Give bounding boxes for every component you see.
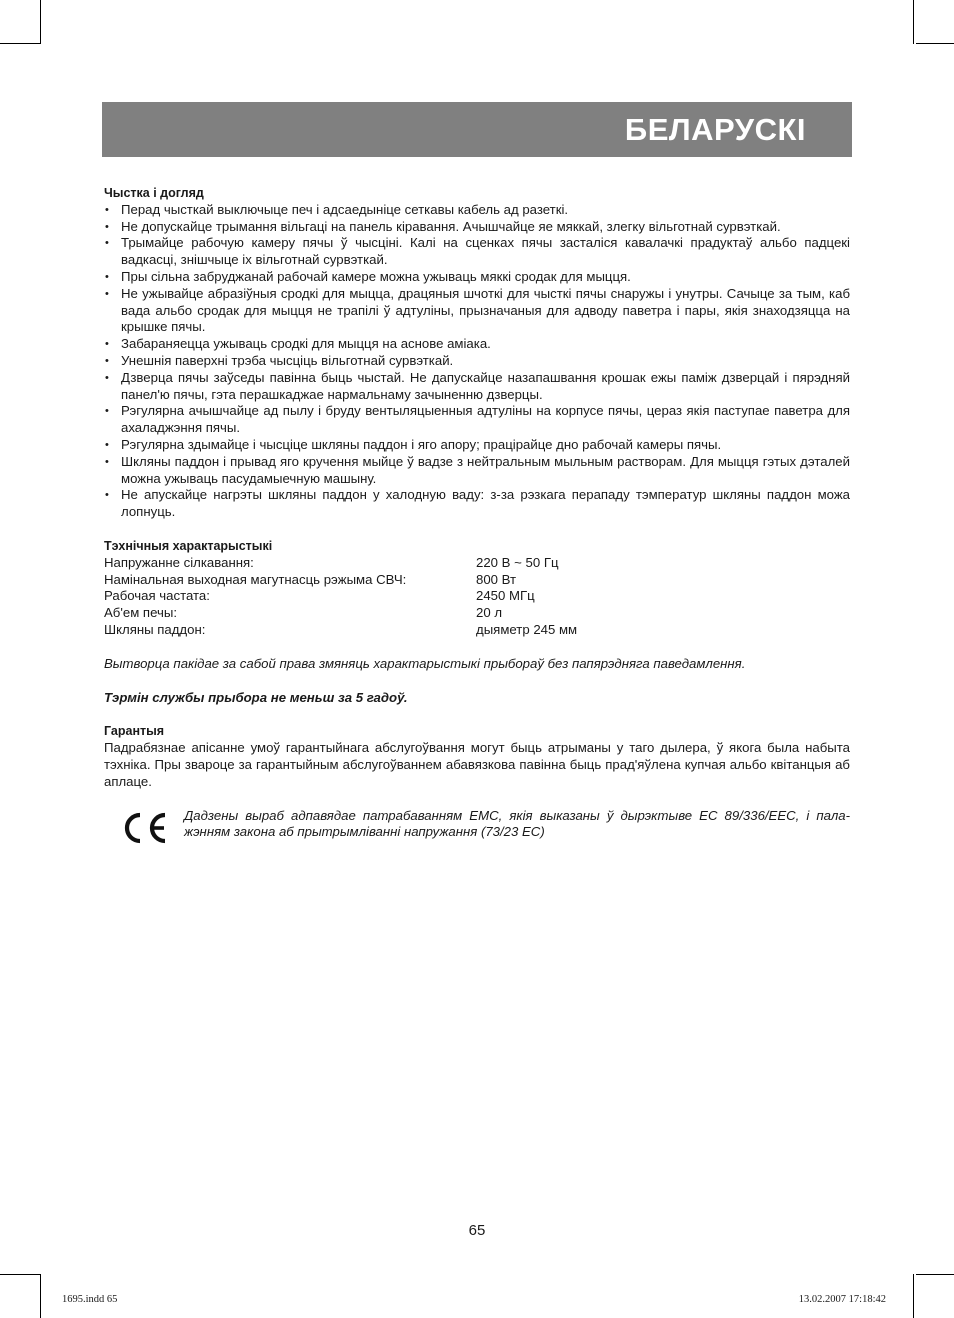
language-header-bar <box>102 102 852 157</box>
crop-mark <box>916 43 954 44</box>
spec-label: Напружанне сілкавання: <box>104 554 254 570</box>
cleaning-section <box>104 185 850 521</box>
crop-mark <box>916 1274 954 1275</box>
warranty-section <box>104 723 850 790</box>
crop-mark <box>40 0 41 44</box>
ce-mark-icon <box>121 810 169 846</box>
crop-mark <box>40 1274 41 1318</box>
spec-row <box>104 605 850 622</box>
service-life-note: Тэрмін службы прыбора не меньш за 5 гадоў. <box>104 689 408 705</box>
crop-mark <box>0 43 40 44</box>
page-title: БЕЛАРУСКІ <box>624 112 806 147</box>
list-item: • Перад чысткай выключыце печ і адсаедыніце сеткавы кабель ад разеткі. <box>104 202 850 219</box>
spec-label: Намінальная выходная магутнасць рэжыма СВЧ: <box>104 571 407 587</box>
spec-value: 20 л <box>476 605 503 621</box>
specs-heading: Тэхнічныя характарыстыкі <box>104 538 273 553</box>
list-item: • Шкляны паддон і прывад яго кручення мыйце ў вадзе з нейтральным мыльным растворам. Для мыцця гэтых дэталей можна ужываць пасудамыечную машыну. <box>104 454 850 488</box>
spec-row <box>104 588 850 605</box>
manufacturer-note: Вытворца пакідае за сабой права змяняць характарыстыкі прыбораў без папярэдняга паведамлення. <box>104 655 746 671</box>
spec-label: Шкляны паддон: <box>104 621 206 637</box>
list-item: • Пры сільна забруджанай рабочай камере можна ужываць мяккі сродак для мыцця. <box>104 269 850 286</box>
spec-row <box>104 572 850 589</box>
crop-mark <box>0 1274 40 1275</box>
specs-section <box>104 538 850 639</box>
spec-value: 220 В ~ 50 Гц <box>476 554 559 570</box>
list-item: • Рэгулярна здымайце і чысціце шкляны паддон і яго апору; працірайце дно рабочай камеры пячы. <box>104 437 850 454</box>
footer-date: 13.02.2007 17:18:42 <box>798 1294 886 1305</box>
list-item: • Трымайце рабочую камеру пячы ў чысціні. Калі на сценках пячы засталіся кавалачкі прадуктаў альбо падцекі вадкасці, знішчыце іх вільготнай сурвэткай. <box>104 235 850 269</box>
spec-row <box>104 555 850 572</box>
list-item: • Дзверца пячы заўседы павінна быць чыстай. Не дапускайце назапашвання крошак ежы паміж дзверцай і пярэдняй панел'ю пячы, гэта перашкаджае нармальнаму зачыненню дзверцы. <box>104 370 850 404</box>
cleaning-list <box>104 202 850 521</box>
crop-mark <box>913 0 914 44</box>
spec-label: Рабочая частата: <box>104 588 210 604</box>
spec-value: 800 Вт <box>476 571 517 587</box>
list-item: • Не апускайце нагрэты шкляны паддон у халодную ваду: з-за рэзкага перападу тэмператур шкляны паддон можа лопнуць. <box>104 487 850 521</box>
spec-row <box>104 622 850 639</box>
spec-label: Аб'ем печы: <box>104 605 177 621</box>
ce-text: Дадзены выраб адпавядае патрабаванням ЕМС, якія выказаны ў дырэктыве ЕС 89/336/ЕЕС, і пала-жэнням закона аб прытрымліванні напружання (73/23 ЕС) <box>184 807 850 840</box>
crop-mark <box>913 1274 914 1318</box>
spec-value: дыяметр 245 мм <box>476 621 578 637</box>
warranty-text: Падрабязнае апісанне умоў гарантыйнага абслугоўвання могут быць атрыманы у таго дылера, ў якога была набыта тэхніка. Пры звароце за гарантыйным абслугоўваннем абавязкова павінна быць прад'яўлена купчая альбо квітанцыя аб аплаце. <box>104 740 850 789</box>
page-content <box>104 185 850 848</box>
list-item: • Рэгулярна ачышчайце ад пылу і бруду вентыляцыенныя адтуліны на корпусе пячы, цераз якія паступае паветра для ахаладжэння пячы. <box>104 403 850 437</box>
warranty-heading: Гарантыя <box>104 724 165 739</box>
list-item: • Унешнія паверхні трэба чысціць вільготнай сурвэткай. <box>104 353 850 370</box>
footer-file-info: 1695.indd 65 <box>62 1294 118 1305</box>
list-item: • Не ужывайце абразіўныя сродкі для мыцца, драцяныя шчоткі для чысткі пячы снаружы і унутры. Сачыце за тым, каб вада альбо сродак для мыцця не трапілі ў адтуліны, прызначаныя для адводу паветра і пары, якія знаходзяцца на крышке пячы. <box>104 286 850 336</box>
cleaning-heading: Чыстка і догляд <box>104 186 204 200</box>
list-item: • Не допускайце трымання вільгаці на панель кіравання. Ачышчайце яе мяккай, злегку вільготнай сурвэткай. <box>104 219 850 236</box>
page-number: 65 <box>468 1222 486 1239</box>
spec-value: 2450 МГц <box>476 588 535 604</box>
ce-compliance <box>104 808 850 848</box>
list-item: • Забараняецца ужываць сродкі для мыцця на аснове аміака. <box>104 336 850 353</box>
